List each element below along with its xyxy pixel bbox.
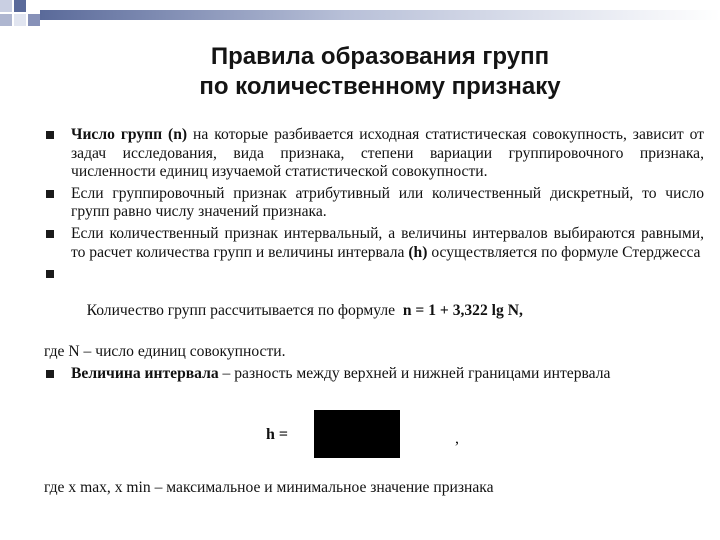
bullet-3-bold: (h): [408, 243, 428, 261]
bullet-item-3: [44, 225, 704, 262]
decorative-header-bar: [0, 0, 720, 30]
title-line-1: Правила образования групп: [210, 43, 550, 70]
bullet-4-text: Количество групп рассчитывается по формуле: [86, 302, 403, 320]
note-text: где N – число единиц совокупности.: [44, 342, 286, 360]
bullet-item-1: [44, 126, 704, 182]
formula-comma: ,: [455, 430, 459, 447]
header-gradient-graphic: [0, 0, 720, 30]
square-bullet-icon: [46, 190, 54, 198]
bullet-1-bold: Число групп (n): [71, 126, 188, 143]
slide-title: [90, 42, 670, 102]
title-line-2: по количественному признаку: [199, 73, 561, 100]
bullet-item-5: [44, 365, 704, 384]
bullet-2-text: Если группировочный признак атрибутивный или количественный дискретный, то число групп равно числу значений признака.: [71, 184, 704, 221]
formula-image-placeholder: [314, 410, 400, 458]
bullet-item-2: [44, 185, 704, 222]
footer-text: где x max, x min – максимальное и минимальное значение признака: [44, 479, 494, 496]
bullet-4-formula: n = 1 + 3,322 lg N,: [402, 302, 523, 320]
bullet-1-text: на которые разбивается исходная статистическая совокупность, зависит от задач исследования, вида признака, степени вариации группировочного признака, численности единиц изучаемой статистической совокупности.: [71, 126, 704, 181]
bullet-item-4: [44, 265, 704, 339]
square-bullet-icon: [46, 270, 54, 278]
bullet-5-text: – разность между верхней и нижней границами интервала: [218, 365, 611, 383]
square-bullet-icon: [46, 370, 54, 378]
bullet-list: [44, 126, 704, 387]
formula-label: h =: [266, 426, 289, 443]
bullet-3-text-a: Если количественный признак интервальный, а величины интервалов выбираются равными, то расчет количества групп и величины интервала: [71, 224, 704, 261]
bullet-3-text-b: осуществляется по формуле Стерджесса: [427, 243, 701, 261]
bullet-5-bold: Величина интервала: [71, 365, 219, 383]
square-bullet-icon: [46, 230, 54, 238]
square-bullet-icon: [46, 131, 54, 139]
